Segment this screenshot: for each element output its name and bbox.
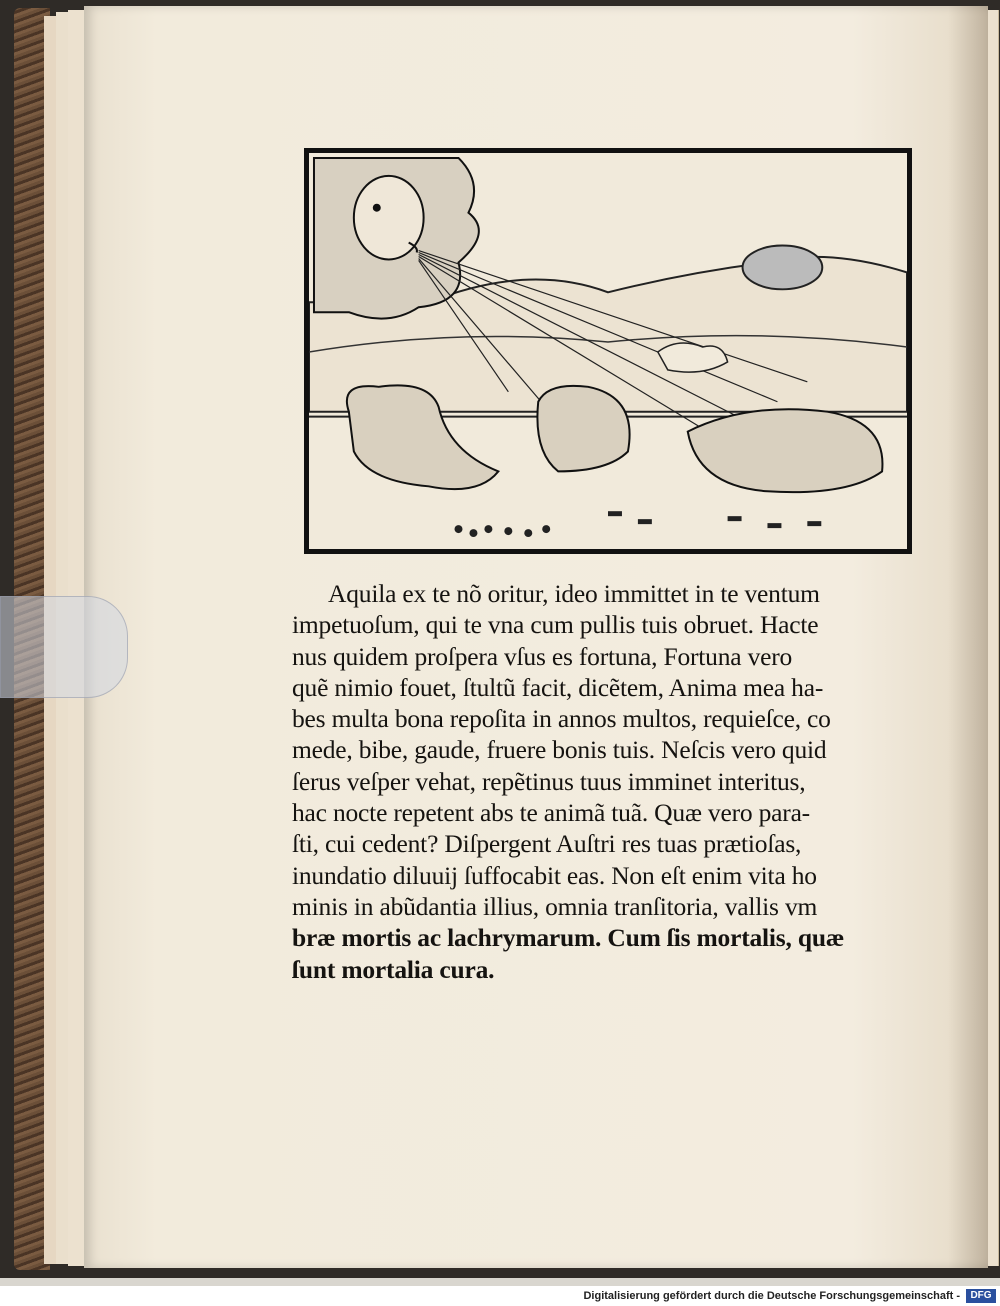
funding-credit: Digitalisierung gefördert durch die Deutsche Forschungsgemeinschaft - [583,1290,960,1302]
text-line: hac nocte repetent abs te animã tuã. Quæ vero para- [292,798,810,828]
dfg-logo: DFG [966,1289,996,1303]
footer-bar [0,1286,1000,1306]
text-line: impetuoſum, qui te vna cum pullis tuis obruet. Hacte [292,610,819,640]
page-holder-tab [0,596,128,698]
text-line: bes multa bona repoſita in annos multos, requieſce, co [292,704,831,734]
text-line: ſunt mortalia cura. [292,954,495,984]
text-line: ſti, cui cedent? Diſpergent Auſtri res tuas prætioſas, [292,829,802,859]
body-text [292,578,922,985]
text-line: ſerus veſper vehat, repẽtinus tuus imminet interitus, [292,766,806,796]
text-line: mede, bibe, gaude, fruere bonis tuis. Neſcis vero quid [292,735,827,765]
page-gutter [948,6,988,1268]
text-line: Aquila ex te nõ oritur, ideo immittet in te ventum [328,579,820,608]
text-line: bræ mortis ac lachrymarum. Cum ſis mortalis, quæ [292,923,845,953]
text-line: nus quidem proſpera vſus es fortuna, Fortuna vero [292,641,793,671]
woodcut-illustration [304,148,912,554]
woodcut-drawing [309,153,907,549]
text-line: quẽ nimio fouet, ſtultũ facit, dicẽtem, Anima mea ha- [292,672,824,702]
text-line: minis in abũdantia illius, omnia tranſitoria, vallis vm [292,891,818,921]
text-line: inundatio diluuij ſuffocabit eas. Non eſt enim vita ho [292,860,817,890]
